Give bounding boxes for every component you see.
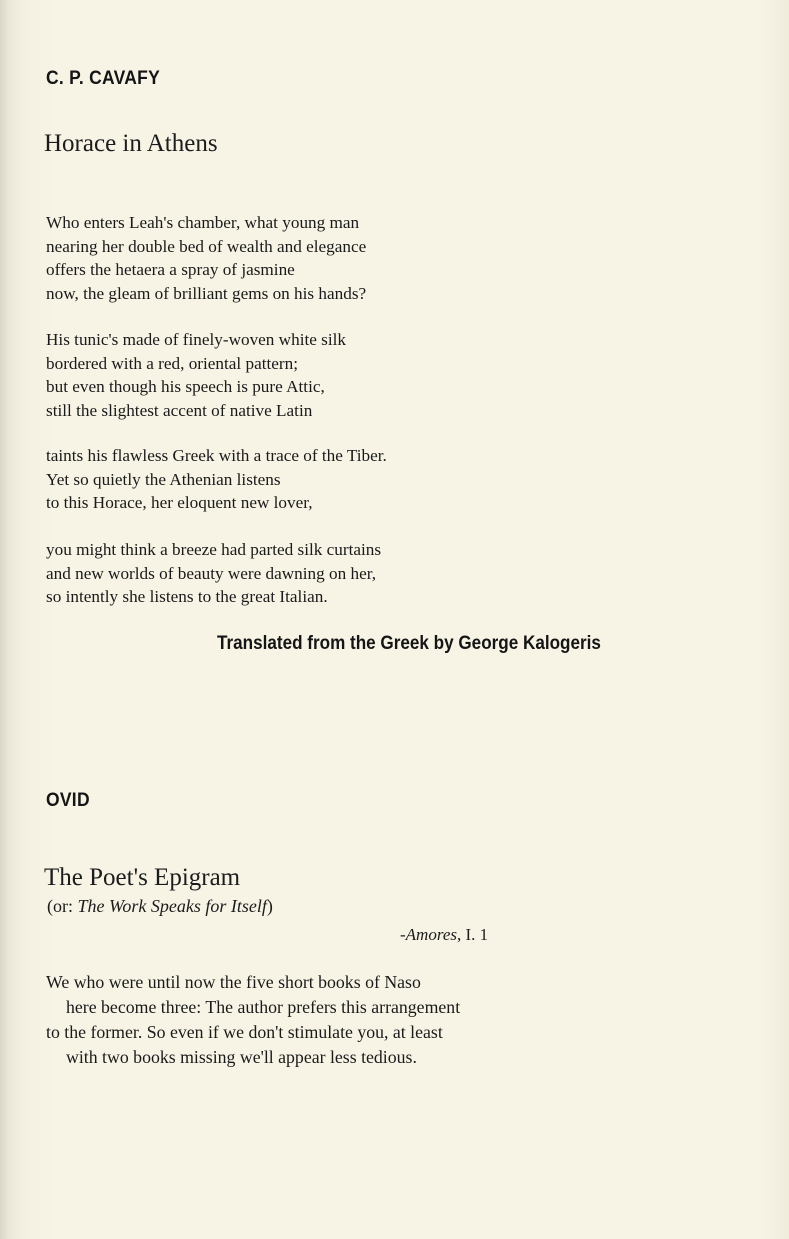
poem-line: here become three: The author prefers this arrangement (66, 997, 461, 1017)
poem-line: still the slightest accent of native Latin (46, 400, 313, 420)
poem-line: Who enters Leah's chamber, what young man (46, 213, 360, 232)
poem-line: but even though his speech is pure Attic, (46, 377, 325, 396)
subtitle-suffix: ) (266, 896, 273, 916)
stanza-4 (46, 538, 381, 609)
poem-line: with two books missing we'll appear less tedious. (66, 1047, 417, 1067)
source-italic: Amores (405, 925, 457, 944)
subtitle-italic: The Work Speaks for Itself (77, 896, 267, 916)
poem-line: nearing her double bed of wealth and elegance (46, 236, 367, 256)
source-prefix: - (400, 925, 406, 944)
poem-line: bordered with a red, oriental pattern; (46, 353, 298, 373)
poem-line: offers the hetaera a spray of jasmine (46, 260, 295, 279)
stanza-2 (46, 328, 346, 422)
poem-line: Yet so quietly the Athenian listens (46, 469, 281, 489)
source-suffix: , I. 1 (456, 925, 489, 944)
poem-line: so intently she listens to the great Italian. (46, 587, 328, 606)
poem-line: now, the gleam of brilliant gems on his hands? (46, 283, 367, 303)
poem-title-poets-epigram: The Poet's Epigram (44, 864, 241, 891)
poem-line: you might think a breeze had parted silk curtains (46, 540, 382, 559)
poem-line: to the former. So even if we don't stimulate you, at least (46, 1022, 443, 1042)
translator-credit: Translated from the Greek by George Kalogeris (217, 633, 601, 654)
author-heading-ovid: OVID (46, 790, 90, 811)
poem-line: His tunic's made of finely-woven white silk (46, 330, 347, 349)
stanza-3 (46, 444, 387, 515)
poem-line: to this Horace, her eloquent new lover, (46, 493, 313, 512)
poem-line: We who were until now the five short books of Naso (46, 972, 421, 992)
poem-title-horace-in-athens: Horace in Athens (44, 130, 218, 157)
poem-subtitle (47, 896, 273, 917)
source-citation (400, 925, 488, 945)
subtitle-prefix: (or: (47, 896, 78, 916)
author-heading-cavafy: C. P. CAVAFY (46, 68, 161, 89)
poem-line: taints his flawless Greek with a trace of the Tiber. (46, 446, 387, 465)
poem-line: and new worlds of beauty were dawning on her, (46, 563, 377, 583)
stanza-1 (46, 211, 366, 305)
epigram-body (46, 970, 460, 1070)
